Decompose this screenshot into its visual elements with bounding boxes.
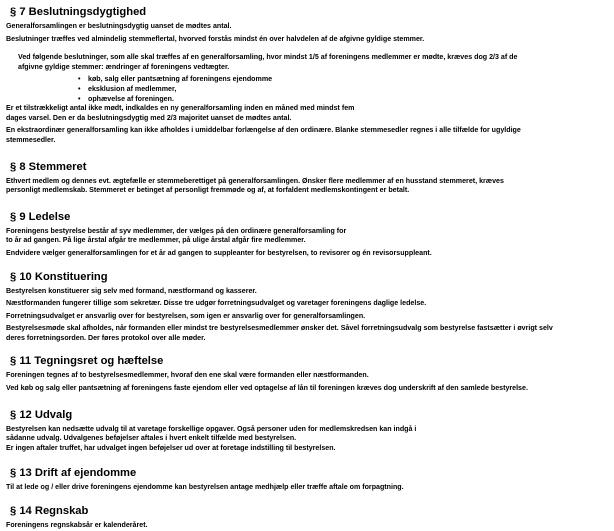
section-7-para-3-line-1: Ved følgende beslutninger, som alle skal træffes af en generalforsamling, hvor mindst 1/5 af foreningens medlemmer er mødte, kræves dog 2/3 af de xyxy=(18,53,518,62)
section-10-para-2: Næstformanden fungerer tillige som sekretær. Disse tre udgør forretningsudvalget og varetager foreningens daglige ledelse. xyxy=(6,299,427,308)
section-13-heading: § 13 Drift af ejendomme xyxy=(10,467,137,480)
section-14 xyxy=(6,505,608,531)
section-8-para-1-line-2: personligt medlemskab. Stemmeret er betinget af personligt fremmøde og af, at forfaldent medlemskontingent er betalt. xyxy=(6,186,410,195)
list-item: • eksklusion af medlemmer, xyxy=(78,85,608,95)
section-9-para-2: Endvidere vælger generalforsamlingen for et år ad gangen to suppleanter for bestyrelsen, to revisorer og én revisorsuppleant. xyxy=(6,248,432,257)
section-7-para-2: Beslutninger træffes ved almindelig stemmeflertal, hvorved forstås mindst én over halvdelen af de afgivne gyldige stemmer. xyxy=(6,34,425,43)
section-10-para-3: Forretningsudvalget er ansvarlig over for bestyrelsen, som igen er ansvarlig over for generalforsamlingen. xyxy=(6,311,366,320)
section-12-para-2: Er ingen aftaler truffet, har udvalget ingen beføjelser ud over at foretage indstilling til bestyrelsen. xyxy=(6,443,336,452)
section-11-para-1: Foreningen tegnes af to bestyrelsesmedlemmer, hvoraf den ene skal være formanden eller næstformanden. xyxy=(6,371,369,380)
section-7-heading: § 7 Beslutningsdygtighed xyxy=(10,6,147,18)
section-7-para-5-line-1: En ekstraordinær generalforsamling kan ikke afholdes i umiddelbar forlængelse af den ordinære. Blanke stemmesedler regnes i alle tilfælde for ugyldige xyxy=(6,126,521,135)
section-9 xyxy=(6,211,608,259)
section-14-heading: § 14 Regnskab xyxy=(10,505,89,518)
section-7-para-1: Generalforsamlingen er beslutningsdygtig uanset de mødtes antal. xyxy=(6,22,232,30)
section-7-para-5-line-2: stemmesedler. xyxy=(6,135,56,144)
section-8-heading: § 8 Stemmeret xyxy=(10,160,87,173)
section-14-para-1: Foreningens regnskabsår er kalenderåret. xyxy=(6,521,148,530)
section-10 xyxy=(6,271,608,344)
section-7-para-3-line-2: afgivne gyldige stemmer: ændringer af foreningens vedtægter. xyxy=(18,62,230,71)
section-10-heading: § 10 Konstituering xyxy=(10,270,108,283)
section-10-para-4-line-1: Bestyrelsesmøde skal afholdes, når formanden eller mindst tre bestyrelsesmedlemmer ønsker det. Såvel forretningsudvalg som bestyrelse fastsætter i øvrigt selv xyxy=(6,324,553,333)
section-11 xyxy=(6,355,608,393)
section-11-para-2: Ved køb og salg eller pantsætning af foreningens faste ejendom eller ved optagelse af lån til foreningen kræves dog underskrift af den samlede bestyrelse. xyxy=(6,384,528,393)
section-7-para-4-line-2: dages varsel. Den er da beslutningsdygtig med 2/3 majoritet uanset de mødtes antal. xyxy=(6,113,292,122)
section-8 xyxy=(6,161,608,196)
section-7 xyxy=(6,6,608,146)
section-13-para-1: Til at lede og / eller drive foreningens ejendomme kan bestyrelsen antage medhjælp eller træffe aftale om forpagtning. xyxy=(6,483,404,492)
list-item: • ophævelse af foreningen. xyxy=(78,95,608,105)
section-12-heading: § 12 Udvalg xyxy=(10,408,73,421)
section-10-para-1: Bestyrelsen konstituerer sig selv med formand, næstformand og kasserer. xyxy=(6,286,257,295)
section-10-para-4-line-2: deres forretningsorden. Der føres protokol over alle møder. xyxy=(6,333,206,342)
section-9-heading: § 9 Ledelse xyxy=(10,210,71,223)
section-7-para-4-line-1: Er et tilstrækkeligt antal ikke mødt, indkaldes en ny generalforsamling inden en måned med mindst fem xyxy=(6,104,355,113)
section-8-para-1-line-1: Ethvert medlem og dennes evt. ægtefælle er stemmeberettiget på generalforsamlingen. Ønsker flere medlemmer af en husstand stemmeret, kræves xyxy=(6,176,504,185)
section-7-bullet-list xyxy=(78,75,608,104)
section-13 xyxy=(6,467,608,493)
section-12-para-1-line-1: Bestyrelsen kan nedsætte udvalg til at varetage forskellige opgaver. Også personer uden for medlemskredsen kan indgå i xyxy=(6,424,417,433)
section-12 xyxy=(6,409,608,454)
section-9-para-1-line-1: Foreningens bestyrelse består af syv medlemmer, der vælges på den ordinære generalforsamling for xyxy=(6,226,347,235)
section-9-para-1-line-2: to år ad gangen. På lige årstal afgår tre medlemmer, på ulige årstal afgår fire medlemmer. xyxy=(6,236,306,245)
section-11-heading: § 11 Tegningsret og hæftelse xyxy=(10,355,164,368)
list-item: • køb, salg eller pantsætning af foreningens ejendomme xyxy=(78,75,608,85)
section-12-para-1-line-2: sådanne udvalg. Udvalgenes beføjelser aftales i hvert enkelt tilfælde med bestyrelsen. xyxy=(6,434,297,443)
